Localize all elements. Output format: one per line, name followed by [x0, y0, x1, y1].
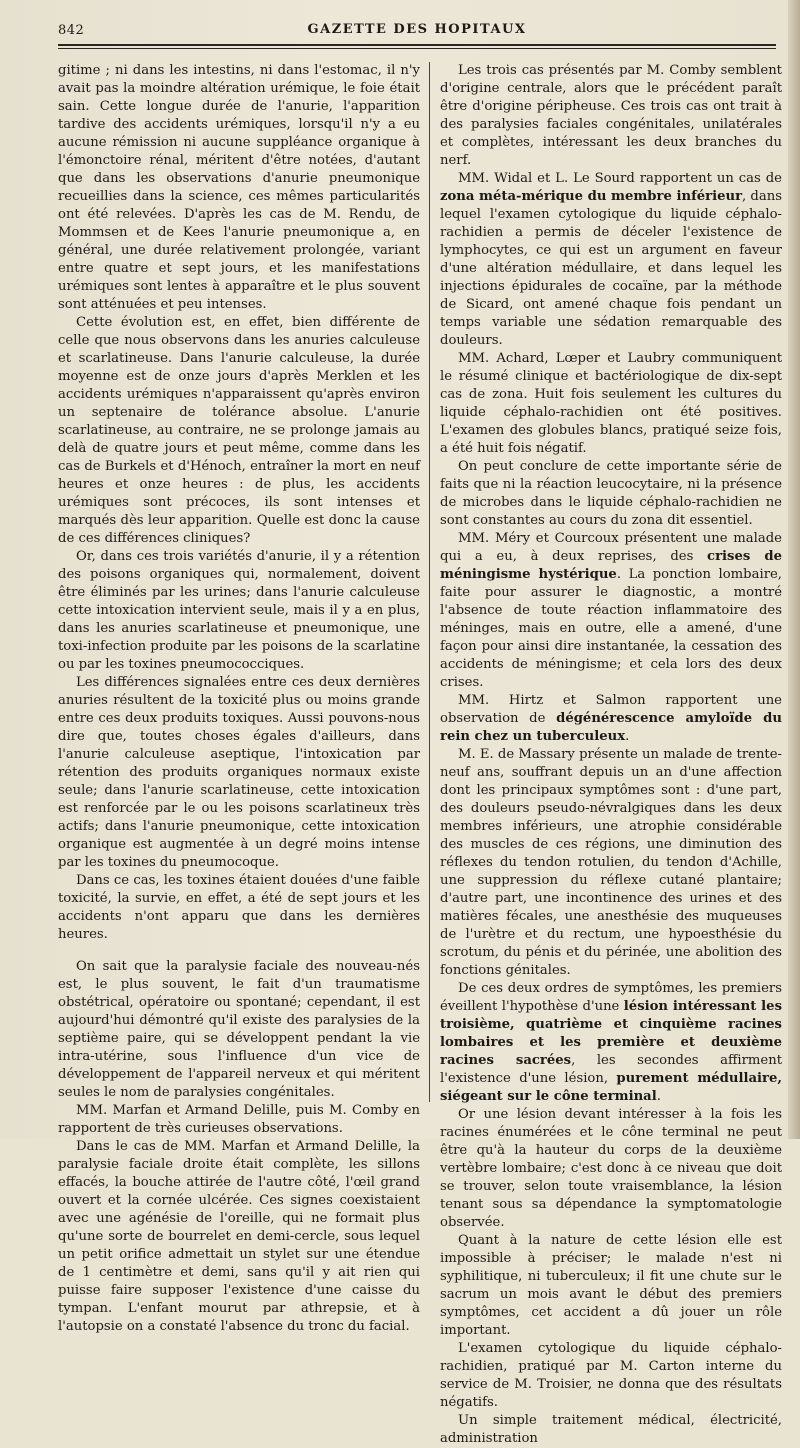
paragraph [440, 530, 782, 692]
text-run: MM. Widal et L. Le Sourd rapportent un cas de [458, 171, 782, 186]
bold-term: zona méta-mérique du membre inférieur [440, 189, 743, 204]
paragraph: Dans le cas de MM. Marfan et Armand Delille, la paralysie faciale droite était complète, les sillons effacés, la bouche attirée de l'autre côté, l'œil grand ouvert et la cornée ulcérée. Ces signes coexistaient avec une agénésie de l'oreille, qui ne formait plus qu'une sorte de bourrelet en demi-cercle, sous lequel un petit orifice admettait un stylet sur une étendue de 1 centimètre et demi, sans qu'il y ait rien qui puisse faire supposer l'existence d'une caisse du tympan. L'enfant mourut par athrepsie, et à l'autopsie on a constaté l'absence du tronc du facial. [58, 1139, 420, 1334]
text-run: . La ponction lombaire, faite pour assurer le diagnostic, a montré l'absence de toute réaction inflammatoire des méninges, mais en outre, elle a amené, d'une façon pour ainsi dire instantanée, la cessation des accidents de méningisme; et cela lors des deux crises. [440, 567, 782, 690]
paragraph [440, 170, 782, 350]
paragraph [440, 980, 782, 1106]
text-run: MM. Méry et Courcoux présentent une malade qui a eu, à deux reprises, des [440, 531, 782, 564]
column-divider [429, 62, 430, 1102]
header-rule [58, 44, 776, 46]
page-number: 842 [58, 23, 85, 38]
bold-term: dégénérescence amyloïde du rein chez un tuberculeux [440, 711, 782, 744]
journal-title: GAZETTE DES HOPITAUX [307, 22, 527, 37]
text-run: , les secondes affirment l'existence d'une lésion, [440, 1053, 782, 1086]
paragraph: On peut conclure de cette importante série de faits que ni la réaction leucocytaire, ni la présence de microbes dans le liquide céphalo-rachidien ne sont constantes au cours du zona dit essentiel. [440, 459, 782, 528]
paragraph: Or, dans ces trois variétés d'anurie, il y a rétention des poisons organiques qui, normalement, doivent être éliminés par les urines; dans l'anurie calculeuse cette intoxication intervient seule, mais il y a en plus, dans les anuries scarlatineuse et pneumonique, une toxi-infection produite par les poisons de la scarlatine ou par les toxines pneumococciques. [58, 549, 420, 672]
paragraph: MM. Achard, Lœper et Laubry communiquent le résumé clinique et bactériologique de dix-sept cas de zona. Huit fois seulement les cultures du liquide céphalo-rachidien ont été positives. L'examen des globules blancs, pratiqué seize fois, a été huit fois négatif. [440, 351, 782, 456]
paragraph: Or une lésion devant intéresser à la fois les racines énumérées et le cône terminal ne peut être qu'à la hauteur du corps de la deuxième vertèbre lombaire; c'est donc à ce niveau que doit se trouver, selon toute vraisemblance, la lésion tenant sous sa dépendance la symptomatologie observée. [440, 1107, 782, 1230]
text-run: MM. Hirtz et Salmon rapportent une observation de [440, 693, 782, 726]
paragraph: MM. Marfan et Armand Delille, puis M. Comby en rapportent de très curieuses observations. [58, 1103, 420, 1136]
right-column [440, 62, 782, 1448]
bold-term: crises de méningisme hystérique [440, 549, 782, 582]
paragraph: Les différences signalées entre ces deux dernières anuries résultent de la toxicité plus ou moins grande entre ces deux produits toxiques. Aussi pouvons-nous dire que, toutes choses égales d'ailleurs, dans l'anurie calculeuse aseptique, l'intoxication par rétention des produits organiques normaux existe seule; dans l'anurie scarlatineuse, cette intoxication est renforcée par le ou les poisons scarlatineux très actifs; dans l'anurie pneumonique, cette intoxication organique est augmentée à un degré moins intense par les toxines du pneumocoque. [58, 675, 420, 870]
page-header [58, 20, 776, 46]
bold-term: purement médullaire, siégeant sur le cône terminal [440, 1071, 782, 1104]
paragraph: Dans ce cas, les toxines étaient douées d'une faible toxicité, la survie, en effet, a été de sept jours et les accidents n'ont apparu que dans les dernières heures. [58, 873, 420, 942]
header-rule-thin [58, 48, 776, 49]
left-column [58, 62, 420, 1336]
paragraph: gitime ; ni dans les intestins, ni dans l'estomac, il n'y avait pas la moindre altération urémique, le foie était sain. Cette longue durée de l'anurie, l'apparition tardive des accidents urémiques, lorsqu'il n'y a eu aucune rémission ni aucune suppléance organique à l'émonctoire rénal, méritent d'être notées, d'autant que dans les observations d'anurie pneumonique recueillies dans la science, ces mêmes particularités ont été relevées. D'après les cas de M. Rendu, de Mommsen et de Kees l'anurie pneumonique a, en général, une durée relativement prolongée, variant entre quatre et sept jours, et les manifestations urémiques sont lentes à apparaître et le plus souvent sont atténuées et peu intenses. [58, 63, 420, 312]
paragraph: Les trois cas présentés par M. Comby semblent d'origine centrale, alors que le précédent paraît être d'origine péripheuse. Ces trois cas ont trait à des paralysies faciales congénitales, unilatérales et complètes, intéressant les deux branches du nerf. [440, 63, 782, 168]
text-run: . [656, 1089, 661, 1104]
bold-term: lésion intéressant les troisième, quatrième et cinquième racines lombaires et les première et deuxième racines sacrées [440, 999, 782, 1068]
paragraph: Un simple traitement médical, électricité, administration [440, 1413, 782, 1446]
paragraph: Cette évolution est, en effet, bien différente de celle que nous observons dans les anuries calculeuse et scarlatineuse. Dans l'anurie calculeuse, la durée moyenne est de onze jours d'après Merklen et les accidents urémiques n'apparaissent qu'après environ un septenaire de tolérance absolue. L'anurie scarlatineuse, au contraire, ne se prolonge jamais au delà de quatre jours et peut même, comme dans les cas de Burkels et d'Hénoch, entraîner la mort en neuf heures et onze heures : de plus, les accidents urémiques sont précoces, ils sont intenses et marqués dès leur apparition. Quelle est donc la cause de ces différences cliniques? [58, 315, 420, 546]
paragraph: Quant à la nature de cette lésion elle est impossible à préciser; le malade n'est ni syphilitique, ni tuberculeux; il fit une chute sur le sacrum un mois avant le début des premiers symptômes, cet accident a dû jouer un rôle important. [440, 1233, 782, 1338]
paragraph: M. E. de Massary présente un malade de trente-neuf ans, souffrant depuis un an d'une affection dont les principaux symptômes sont : d'une part, des douleurs pseudo-névralgiques dans les deux membres inférieurs, une atrophie considérable des muscles de ces régions, une diminution des réflexes du tendon rotulien, du tendon d'Achille, une suppression du réflexe cutané plantaire; d'autre part, une incontinence des urines et des matières fécales, une anesthésie des muqueuses de l'urètre et du rectum, une hypoesthésie du scrotum, du pénis et du périnée, une abolition des fonctions génitales. [440, 747, 782, 978]
paragraph: On sait que la paralysie faciale des nouveau-nés est, le plus souvent, le fait d'un traumatisme obstétrical, opératoire ou spontané; cependant, il est aujourd'hui démontré qu'il existe des paralysies de la septième paire, qui se développent pendant la vie intra-utérine, sous l'influence d'un vice de développement de l'appareil nerveux et qui méritent seules le nom de paralysies congénitales. [58, 959, 420, 1100]
paragraph: L'examen cytologique du liquide céphalo-rachidien, pratiqué par M. Carton interne du service de M. Troisier, ne donna que des résultats négatifs. [440, 1341, 782, 1410]
page-edge-shadow [788, 0, 800, 1139]
text-run: , dans lequel l'examen cytologique du liquide céphalo-rachidien a permis de déceler l'existence de lymphocytes, ce qui est un argument en faveur d'une altération médullaire, et dans lequel les injections épidurales de cocaïne, par la méthode de Sicard, ont amené chaque fois pendant un temps variable une sédation remarquable des douleurs. [440, 189, 782, 348]
text-run: De ces deux ordres de symptômes, les premiers éveillent l'hypothèse d'une [440, 981, 782, 1014]
text-run: . [625, 729, 630, 744]
paragraph [440, 692, 782, 746]
